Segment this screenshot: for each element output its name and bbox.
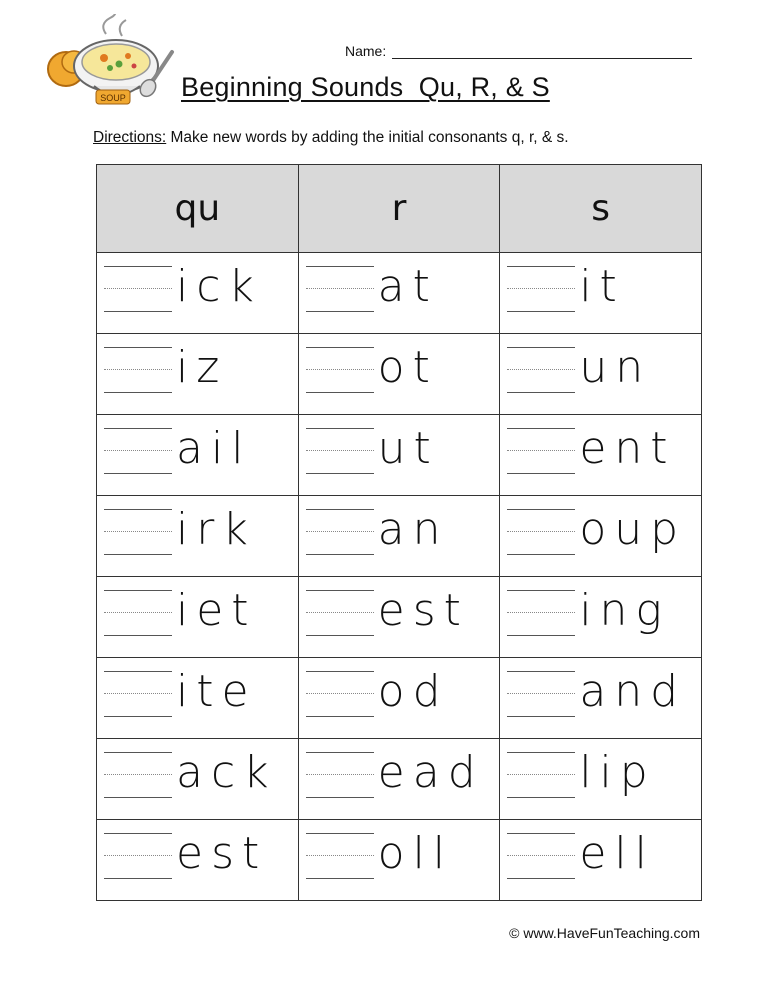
word-cell — [298, 415, 500, 496]
column-header-s: s — [500, 165, 702, 253]
word-ending: ead — [377, 747, 484, 798]
word-cell — [298, 334, 500, 415]
write-blank[interactable] — [306, 428, 374, 474]
write-blank[interactable] — [507, 266, 575, 312]
word-ending: od — [377, 666, 449, 717]
name-line-rule[interactable] — [392, 44, 692, 59]
word-ending: at — [377, 261, 438, 312]
word-ending: iet — [176, 585, 257, 636]
word-ending: oup — [579, 504, 687, 555]
copyright: © www.HaveFunTeaching.com — [509, 925, 700, 941]
word-cell — [500, 577, 702, 658]
write-blank[interactable] — [306, 347, 374, 393]
word-cell — [500, 253, 702, 334]
word-cell — [298, 253, 500, 334]
word-ending: est — [176, 828, 268, 879]
word-ending: irk — [176, 504, 256, 555]
word-cell — [298, 496, 500, 577]
directions — [93, 129, 569, 147]
write-blank[interactable] — [306, 752, 374, 798]
word-cell — [97, 658, 299, 739]
table-row — [97, 577, 702, 658]
write-blank[interactable] — [507, 347, 575, 393]
directions-label: Directions: — [93, 129, 167, 146]
table-row — [97, 820, 702, 901]
logo-text: SOUP — [100, 93, 126, 103]
table-row — [97, 658, 702, 739]
word-ending: ell — [579, 828, 655, 879]
word-cell — [97, 739, 299, 820]
write-blank[interactable] — [507, 833, 575, 879]
word-ending: an — [377, 504, 449, 555]
word-cell — [298, 739, 500, 820]
table-row — [97, 415, 702, 496]
word-cell — [298, 658, 500, 739]
table-row — [97, 739, 702, 820]
write-blank[interactable] — [507, 671, 575, 717]
word-ending: and — [579, 666, 687, 717]
word-ending: ot — [377, 342, 438, 393]
word-cell — [298, 577, 500, 658]
write-blank[interactable] — [104, 509, 172, 555]
word-cell — [97, 415, 299, 496]
write-blank[interactable] — [507, 590, 575, 636]
word-cell — [500, 820, 702, 901]
write-blank[interactable] — [104, 347, 172, 393]
table-row — [97, 253, 702, 334]
word-cell — [97, 253, 299, 334]
write-blank[interactable] — [104, 752, 172, 798]
header-row — [97, 165, 702, 253]
word-ending: ick — [176, 261, 262, 312]
worksheet-table — [96, 164, 702, 901]
soup-bowl-icon — [44, 14, 179, 114]
word-ending: ent — [579, 423, 676, 474]
word-cell — [500, 739, 702, 820]
word-ending: ite — [176, 666, 257, 717]
word-cell — [500, 334, 702, 415]
word-ending: ing — [579, 585, 670, 636]
directions-text: Make new words by adding the initial consonants q, r, & s. — [166, 129, 569, 146]
word-cell — [97, 334, 299, 415]
word-cell — [97, 577, 299, 658]
write-blank[interactable] — [104, 671, 172, 717]
name-field[interactable] — [345, 43, 692, 59]
write-blank[interactable] — [104, 590, 172, 636]
write-blank[interactable] — [507, 428, 575, 474]
word-cell — [500, 415, 702, 496]
word-cell — [97, 820, 299, 901]
write-blank[interactable] — [104, 833, 172, 879]
word-ending: ut — [377, 423, 439, 474]
table-row — [97, 496, 702, 577]
column-header-r: r — [298, 165, 500, 253]
word-cell — [97, 496, 299, 577]
word-ending: ail — [176, 423, 252, 474]
table-row — [97, 334, 702, 415]
word-ending: oll — [377, 828, 454, 879]
word-ending: est — [377, 585, 469, 636]
word-cell — [500, 496, 702, 577]
write-blank[interactable] — [306, 671, 374, 717]
word-ending: lip — [579, 747, 656, 798]
write-blank[interactable] — [507, 509, 575, 555]
name-label: Name: — [345, 43, 387, 59]
write-blank[interactable] — [306, 833, 374, 879]
write-blank[interactable] — [306, 509, 374, 555]
word-ending: ack — [176, 747, 277, 798]
write-blank[interactable] — [104, 428, 172, 474]
column-header-qu: qu — [97, 165, 299, 253]
write-blank[interactable] — [306, 590, 374, 636]
word-ending: it — [579, 261, 625, 312]
word-cell — [298, 820, 500, 901]
word-ending: iz — [176, 342, 228, 393]
write-blank[interactable] — [104, 266, 172, 312]
write-blank[interactable] — [507, 752, 575, 798]
write-blank[interactable] — [306, 266, 374, 312]
page-title: Beginning Sounds Qu, R, & S — [181, 72, 550, 102]
word-ending: un — [579, 342, 652, 393]
word-cell — [500, 658, 702, 739]
